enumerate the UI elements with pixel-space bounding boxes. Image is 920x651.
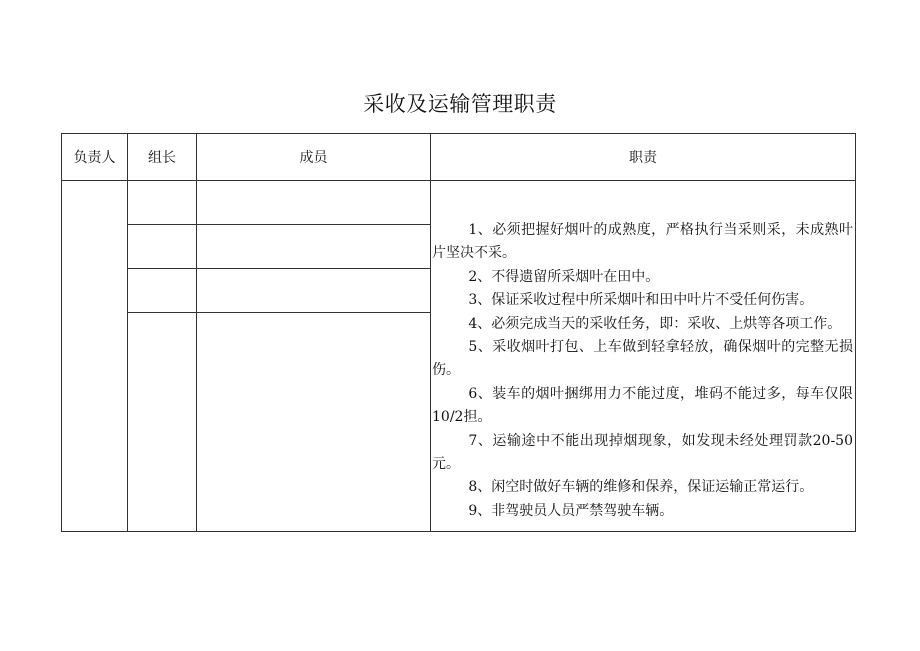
duty-item: 5、采收烟叶打包、上车做到轻拿轻放，确保烟叶的完整无损伤。 [432, 339, 853, 379]
members-cell [197, 313, 431, 532]
header-responsible: 负责人 [62, 134, 128, 181]
header-members: 成员 [197, 134, 431, 181]
document-title: 采收及运输管理职责 [363, 92, 557, 116]
members-cell [197, 225, 431, 269]
duty-item: 1、必须把握好烟叶的成熟度，严格执行当采则采，未成熟叶片坚决不采。 [432, 222, 853, 262]
duty-item: 7、运输途中不能出现掉烟现象，如发现未经处理罚款20-50元。 [432, 432, 853, 473]
group-leader-cell [128, 313, 197, 532]
table-header-row [62, 134, 856, 181]
header-duties: 职责 [431, 134, 856, 181]
members-cell [197, 181, 431, 225]
duty-item: 6、装车的烟叶捆绑用力不能过度，堆码不能过多，每车仅限10/2担。 [432, 385, 853, 426]
duty-table [61, 133, 856, 532]
duty-item: 3、保证采收过程中所采烟叶和田中叶片不受任何伤害。 [468, 292, 814, 309]
header-group-leader: 组长 [128, 134, 197, 181]
responsible-cell [62, 181, 128, 532]
group-leader-cell [128, 181, 197, 225]
group-leader-cell [128, 225, 197, 269]
duty-item: 4、必须完成当天的采收任务，即：采收、上烘等各项工作。 [468, 315, 842, 332]
group-leader-cell [128, 269, 197, 313]
duty-item: 8、闲空时做好车辆的维修和保养，保证运输正常运行。 [468, 479, 814, 496]
duties-cell [431, 181, 856, 532]
duty-item: 2、不得遗留所采烟叶在田中。 [468, 268, 660, 285]
members-cell [197, 269, 431, 313]
duty-item: 9、非驾驶员人员严禁驾驶车辆。 [468, 502, 674, 519]
table-row [62, 181, 856, 225]
